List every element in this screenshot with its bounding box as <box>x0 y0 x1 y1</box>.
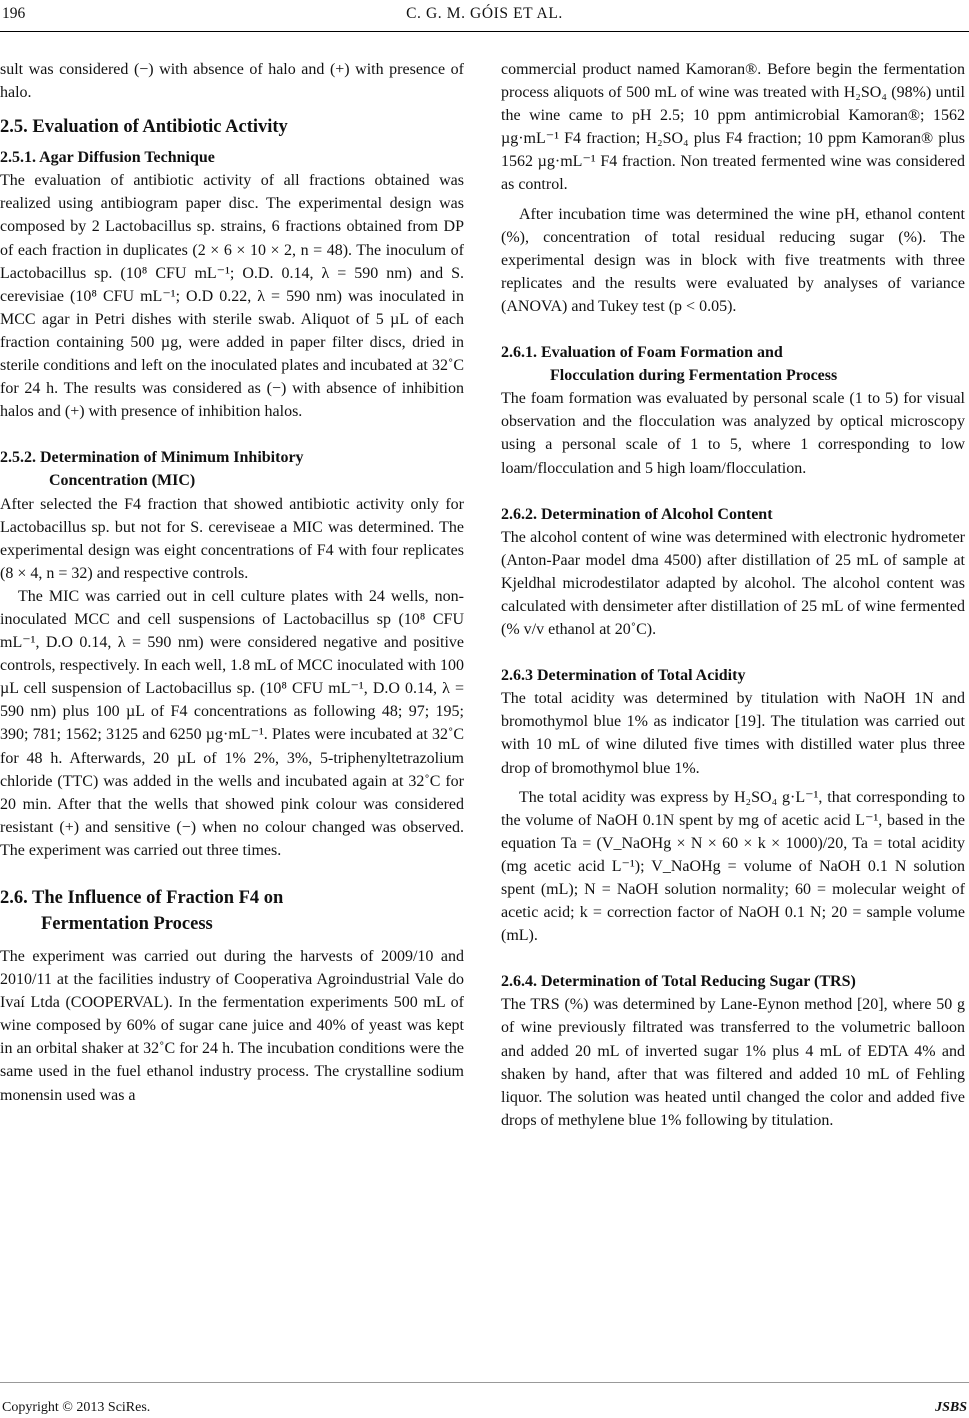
heading-line: 2.6. The Influence of Fraction F4 on <box>0 888 284 908</box>
left-column <box>0 58 464 1107</box>
right-column <box>501 58 965 1132</box>
paragraph: The evaluation of antibiotic activity of all fractions obtained was realized using antibiogram paper disc. The experimental design was composed by 2 Lactobacillus sp. strains, 6 fractions obtained from DP of each fraction in duplicates (2 × 6 × 10 × 2, n = 48). The inoculum of Lactobacillus sp. (10⁸ CFU mL⁻¹; O.D. 0.14, λ = 590 nm) and S. cerevisiae (10⁸ CFU mL⁻¹; O.D 0.22, λ = 590 nm) was inoculated in MCC agar in Petri dishes with sterile swab. Aliquot of 5 µL of each fraction containing 500 µg, were added in paper filter discs, dried in sterile conditions and left on the inoculated plates and incubated at 32˚C for 24 h. The results was considered as (−) with absence of inhibition halos and (+) with presence of inhibition halos. <box>0 172 464 421</box>
page-number: 196 <box>2 5 26 22</box>
heading-line: 2.6.1. Evaluation of Foam Formation and <box>501 344 783 362</box>
subsection-heading-2-5-1: 2.5.1. Agar Diffusion Technique <box>0 149 215 167</box>
subsection-heading-2-6-4: 2.6.4. Determination of Total Reducing Sugar (TRS) <box>501 973 856 991</box>
running-title: C. G. M. GÓIS ET AL. <box>406 5 563 22</box>
paragraph: The TRS (%) was determined by Lane-Eynon method [20], where 50 g of wine previously filtrated was transferred to the volumetric balloon and added 20 mL of inverted sugar 1% plus 4 mL of EDTA 4% and shaken by hand, after that was filtered and added 10 mL of Fehling liquor. The solution was heated until changed the color and added five drops of methylene blue 1% following by titulation. <box>501 996 965 1129</box>
running-head <box>0 5 969 25</box>
paragraph: The total acidity was express by H₂SO₄ g·L⁻¹, that corresponding to the volume of NaOH 0.1N spent by mg of acetic acid L⁻¹, based in the equation Ta = (V_NaOHg × N × 60 × k × 1000)/20, Ta = total acidity (mg acetic acid L⁻¹); V_NaOHg = volume of NaOH 0.1 N solution spent (mL); N = NaOH solution normality; 60 = molecular weight of acetic acid; k = correction factor of NaOH 0.1 N; 20 = sample volume (mL). <box>501 788 965 945</box>
heading-line: Concentration (MIC) <box>49 472 196 490</box>
heading-line: Fermentation Process <box>41 914 213 934</box>
section-heading-2-5: 2.5. Evaluation of Antibiotic Activity <box>0 117 288 138</box>
paragraph: The MIC was carried out in cell culture plates with 24 wells, non-inoculated MCC and cell suspensions of Lactobacillus sp (10⁸ CFU mL⁻¹, D.O 0.14, λ = 590 nm) were considered negative and positive controls, respectively. In each well, 1.8 mL of MCC inoculated with 100 µL cell suspension of Lactobacillus sp. (10⁸ CFU mL⁻¹, D.O 0.14, λ = 590 nm) plus 100 µL of F4 concentrations as following 48; 97; 195; 390; 781; 1562; 3125 and 6250 µg·mL⁻¹. Plates were incubated at 32˚C for 48 h. Afterwards, 20 µL of 1% 2%, 3%, 5-triphenyltetrazolium chloride (TTC) was added in the wells and incubated again at 32˚C for 20 min. After that the wells that showed pink colour was considered resistant (+) and sensitive (−) when no colour changed was observed. The experiment was carried out three times. <box>0 587 464 859</box>
paragraph: The foam formation was evaluated by personal scale (1 to 5) for visual observation and the flocculation was analyzed by optical microscopy using a personal scale of 1 to 5, where 1 corresponding to low loam/flocculation and 5 high loam/flocculation. <box>501 390 965 477</box>
subsection-heading-2-6-2: 2.6.2. Determination of Alcohol Content <box>501 505 773 523</box>
journal-abbreviation: JSBS <box>935 1400 967 1415</box>
paragraph: After selected the F4 fraction that showed antibiotic activity only for Lactobacillus sp. but not for S. cereviseae a MIC was determined. The experimental design was eight concentrations of F4 with four replicates (8 × 4, n = 32) and respective controls. <box>0 495 464 582</box>
footer-rule <box>0 1382 969 1383</box>
subsection-heading-2-6-1 <box>501 341 965 387</box>
header-rule <box>0 31 969 32</box>
copyright-notice: Copyright © 2013 SciRes. <box>2 1400 151 1415</box>
paragraph: The alcohol content of wine was determined with electronic hydrometer (Anton-Paar model dma 4500) after distillation of 25 mL of sample at Kjeldhal microdestilator adapted by alcohol. The alcohol content was calculated with densimeter after distillation of 25 mL of wine fermented (% v/v ethanol at 20˚C). <box>501 528 965 639</box>
paragraph: The experiment was carried out during the harvests of 2009/10 and 2010/11 at the facilities industry of Cooperativa Agroindustrial Vale do Ivaí Ltda (COOPERVAL). In the fermentation experiments 500 mL of wine composed by 60% of sugar cane juice and 40% of yeast was kept in an orbital shaker at 32˚C for 24 h. The incubation conditions were the same used in the fuel ethanol industry process. The crystalline sodium monensin used was a <box>0 948 464 1104</box>
heading-line: Flocculation during Fermentation Process <box>550 367 838 385</box>
section-heading-2-6 <box>0 885 464 937</box>
subsection-heading-2-5-2 <box>0 446 464 492</box>
paragraph: sult was considered (−) with absence of halo and (+) with presence of halo. <box>0 61 464 102</box>
heading-line: 2.5.2. Determination of Minimum Inhibitory <box>0 449 304 467</box>
paragraph: commercial product named Kamoran®. Before begin the fermentation process aliquots of 500 mL of wine was treated with H₂SO₄ (98%) until the wine came to pH 2.5; 10 ppm antimicrobial Kamoran®; 1562 µg·mL⁻¹ F4 fraction; H₂SO₄ plus F4 fraction; 10 ppm Kamoran® plus 1562 µg·mL⁻¹ F4 fraction. Non treated fermented wine was considered as control. <box>501 61 965 194</box>
subsection-heading-2-6-3: 2.6.3 Determination of Total Acidity <box>501 667 746 685</box>
paragraph: After incubation time was determined the wine pH, ethanol content (%), concentration of total residual reducing sugar (%). The experimental design was in block with five treatments with three replicates and the results were evaluated by analyses of variance (ANOVA) and Tukey test (p < 0.05). <box>501 205 965 315</box>
paragraph: The total acidity was determined by titulation with NaOH 1N and bromothymol blue 1% as indicator [19]. The titulation was carried out with 10 mL of wine diluted five times with distilled water plus three drop of bromothymol blue 1%. <box>501 690 965 777</box>
